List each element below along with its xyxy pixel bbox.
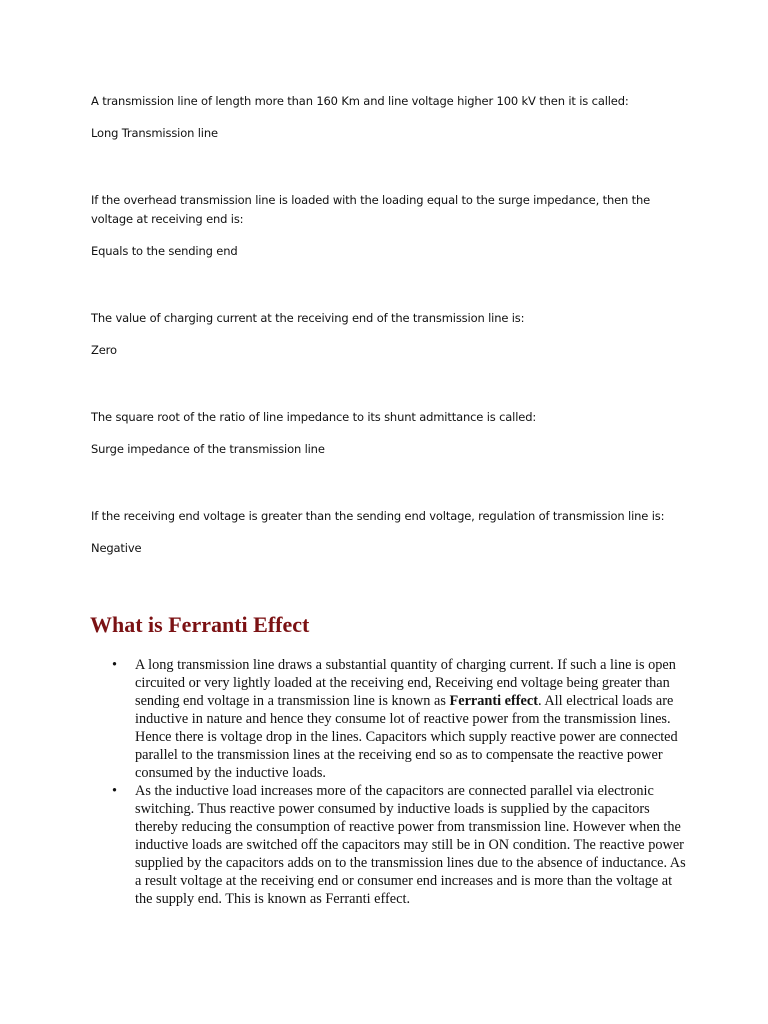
question-text: If the receiving end voltage is greater than the sending end voltage, regulation of transmission line is: xyxy=(91,509,665,523)
bullet-list xyxy=(91,656,691,908)
qa-item-1 xyxy=(91,92,671,143)
bullet-text-start: A long transmission line draws a substantial quantity of charging current. If such a line is open circuited or very lightly loaded at the receiving end, Receiving end voltage being greater than sending end voltage in a transmission line is known as xyxy=(135,657,676,709)
qa-item-3 xyxy=(91,309,671,360)
answer-text: Equals to the sending end xyxy=(91,244,238,258)
question-text: The square root of the ratio of line impedance to its shunt admittance is called: xyxy=(91,410,537,424)
bullet-text: As the inductive load increases more of the capacitors are connected parallel via electronic switching. Thus reactive power consumed by inductive loads is supplied by the capacitors thereby reducing the consumption of reactive power from transmission line. However when the inductive loads are switched off the capacitors may still be in ON condition. The reactive power supplied by the capacitors adds on to the transmission lines due to the absence of inductance. As a result voltage at the receiving end or consumer end increases and is more than the voltage at the supply end. This is known as Ferranti effect. xyxy=(135,783,686,907)
question-text: If the overhead transmission line is loaded with the loading equal to the surge impedance, then the voltage at receiving end is: xyxy=(91,193,651,226)
answer-text: Surge impedance of the transmission line xyxy=(91,442,325,456)
question-text: A transmission line of length more than 160 Km and line voltage higher 100 kV then it is called: xyxy=(91,94,629,108)
answer-text: Negative xyxy=(91,541,142,555)
qa-item-4 xyxy=(91,408,671,459)
bullet-dot-icon: • xyxy=(112,657,118,673)
answer-text: Zero xyxy=(91,343,117,357)
qa-item-5 xyxy=(91,507,671,558)
question-text: The value of charging current at the receiving end of the transmission line is: xyxy=(91,311,525,325)
bullet-dot-icon: • xyxy=(112,783,118,799)
bold-term: Ferranti effect xyxy=(449,693,538,709)
list-item xyxy=(91,782,691,908)
qa-item-2 xyxy=(91,191,671,261)
answer-text: Long Transmission line xyxy=(91,126,218,140)
list-item xyxy=(91,656,691,782)
section-heading: What is Ferranti Effect xyxy=(90,612,310,637)
bullet-text-end: . All electrical loads are inductive in nature and hence they consume lot of reactive power from the transmission lines. Hence there is voltage drop in the lines. Capacitors which supply reactive power are connected parallel to the transmission lines at the receiving end so as to compensate the reactive power consumed by the inductive loads. xyxy=(135,693,678,781)
